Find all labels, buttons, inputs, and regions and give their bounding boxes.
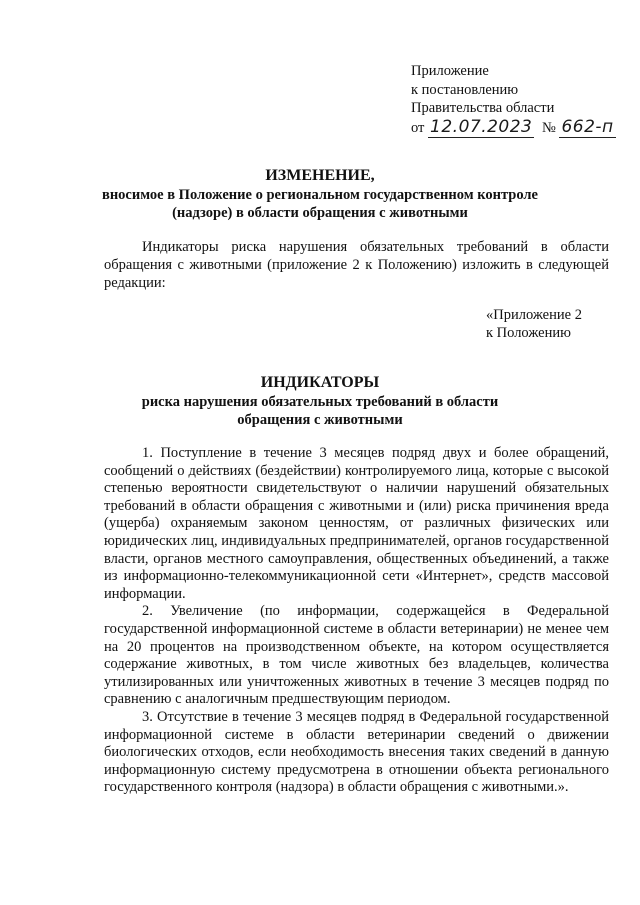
appendix-label: Приложение	[411, 63, 489, 79]
indicators-body	[104, 445, 609, 797]
change-title: ИЗМЕНЕНИЕ,	[265, 167, 375, 184]
appendix-2-regulation-label: к Положению	[486, 325, 571, 341]
indicator-paragraph-2: 2. Увеличение (по информации, содержащейся в Федеральной государственной информационной системе в области ветеринарии) не менее чем на 20 процентов на производственном объекте, на котором осуществляется содержание животных, в том числе животных без владельцев, количества утилизированных или уничтоженных животных в течение 3 месяцев подряд по сравнению с аналогичным предшествующим периодом.	[104, 603, 609, 708]
handwritten-date: 12.07.2023	[430, 116, 533, 137]
indicator-paragraph-1: 1. Поступление в течение 3 месяцев подряд двух и более обращений, сообщений о действиях (бездействии) контролируемого лица, которые с высокой степенью вероятности свидетельствуют о наличии нарушений обязательных требований в области обращения с животными и (или) риска причинения вреда (ущерба) охраняемым законом ценностям, от различных физических или юридических лиц, индивидуальных предпринимателей, органов государственной власти, органов местного самоуправления, общественных объединений, а также из информационно-телекоммуникационной сети «Интернет», средств массовой информации.	[104, 445, 609, 602]
appendix-resolution-label: к постановлению	[411, 81, 519, 98]
indicators-title: ИНДИКАТОРЫ	[260, 374, 380, 391]
appendix-2-label: «Приложение 2	[486, 307, 582, 323]
appendix-header	[411, 62, 626, 137]
change-subtitle: вносимое в Положение о региональном государственном контроле (надзоре) в области обращения с животными	[102, 187, 538, 221]
from-label: от	[411, 119, 425, 136]
number-sign: №	[542, 119, 556, 136]
appendix-government-label: Правительства области	[411, 100, 555, 116]
handwritten-number: 662-п	[561, 116, 614, 137]
change-intro-paragraph: Индикаторы риска нарушения обязательных требований в области обращения с животными (приложение 2 к Положению) изложить в следующей редакции:	[104, 239, 609, 291]
appendix-2-header	[486, 306, 626, 342]
indicators-subtitle: риска нарушения обязательных требований в области обращения с животными	[141, 394, 499, 428]
appendix-date-number-line	[411, 118, 626, 138]
indicator-paragraph-3: 3. Отсутствие в течение 3 месяцев подряд в Федеральной государственной информационной системе в области ветеринарии сведений о движении биологических отходов, если необходимость внесения таких сведений в данную информационную систему предусмотрена в отношении объекта регионального государственного контроля (надзора) в области обращения с животными.».	[104, 708, 609, 796]
